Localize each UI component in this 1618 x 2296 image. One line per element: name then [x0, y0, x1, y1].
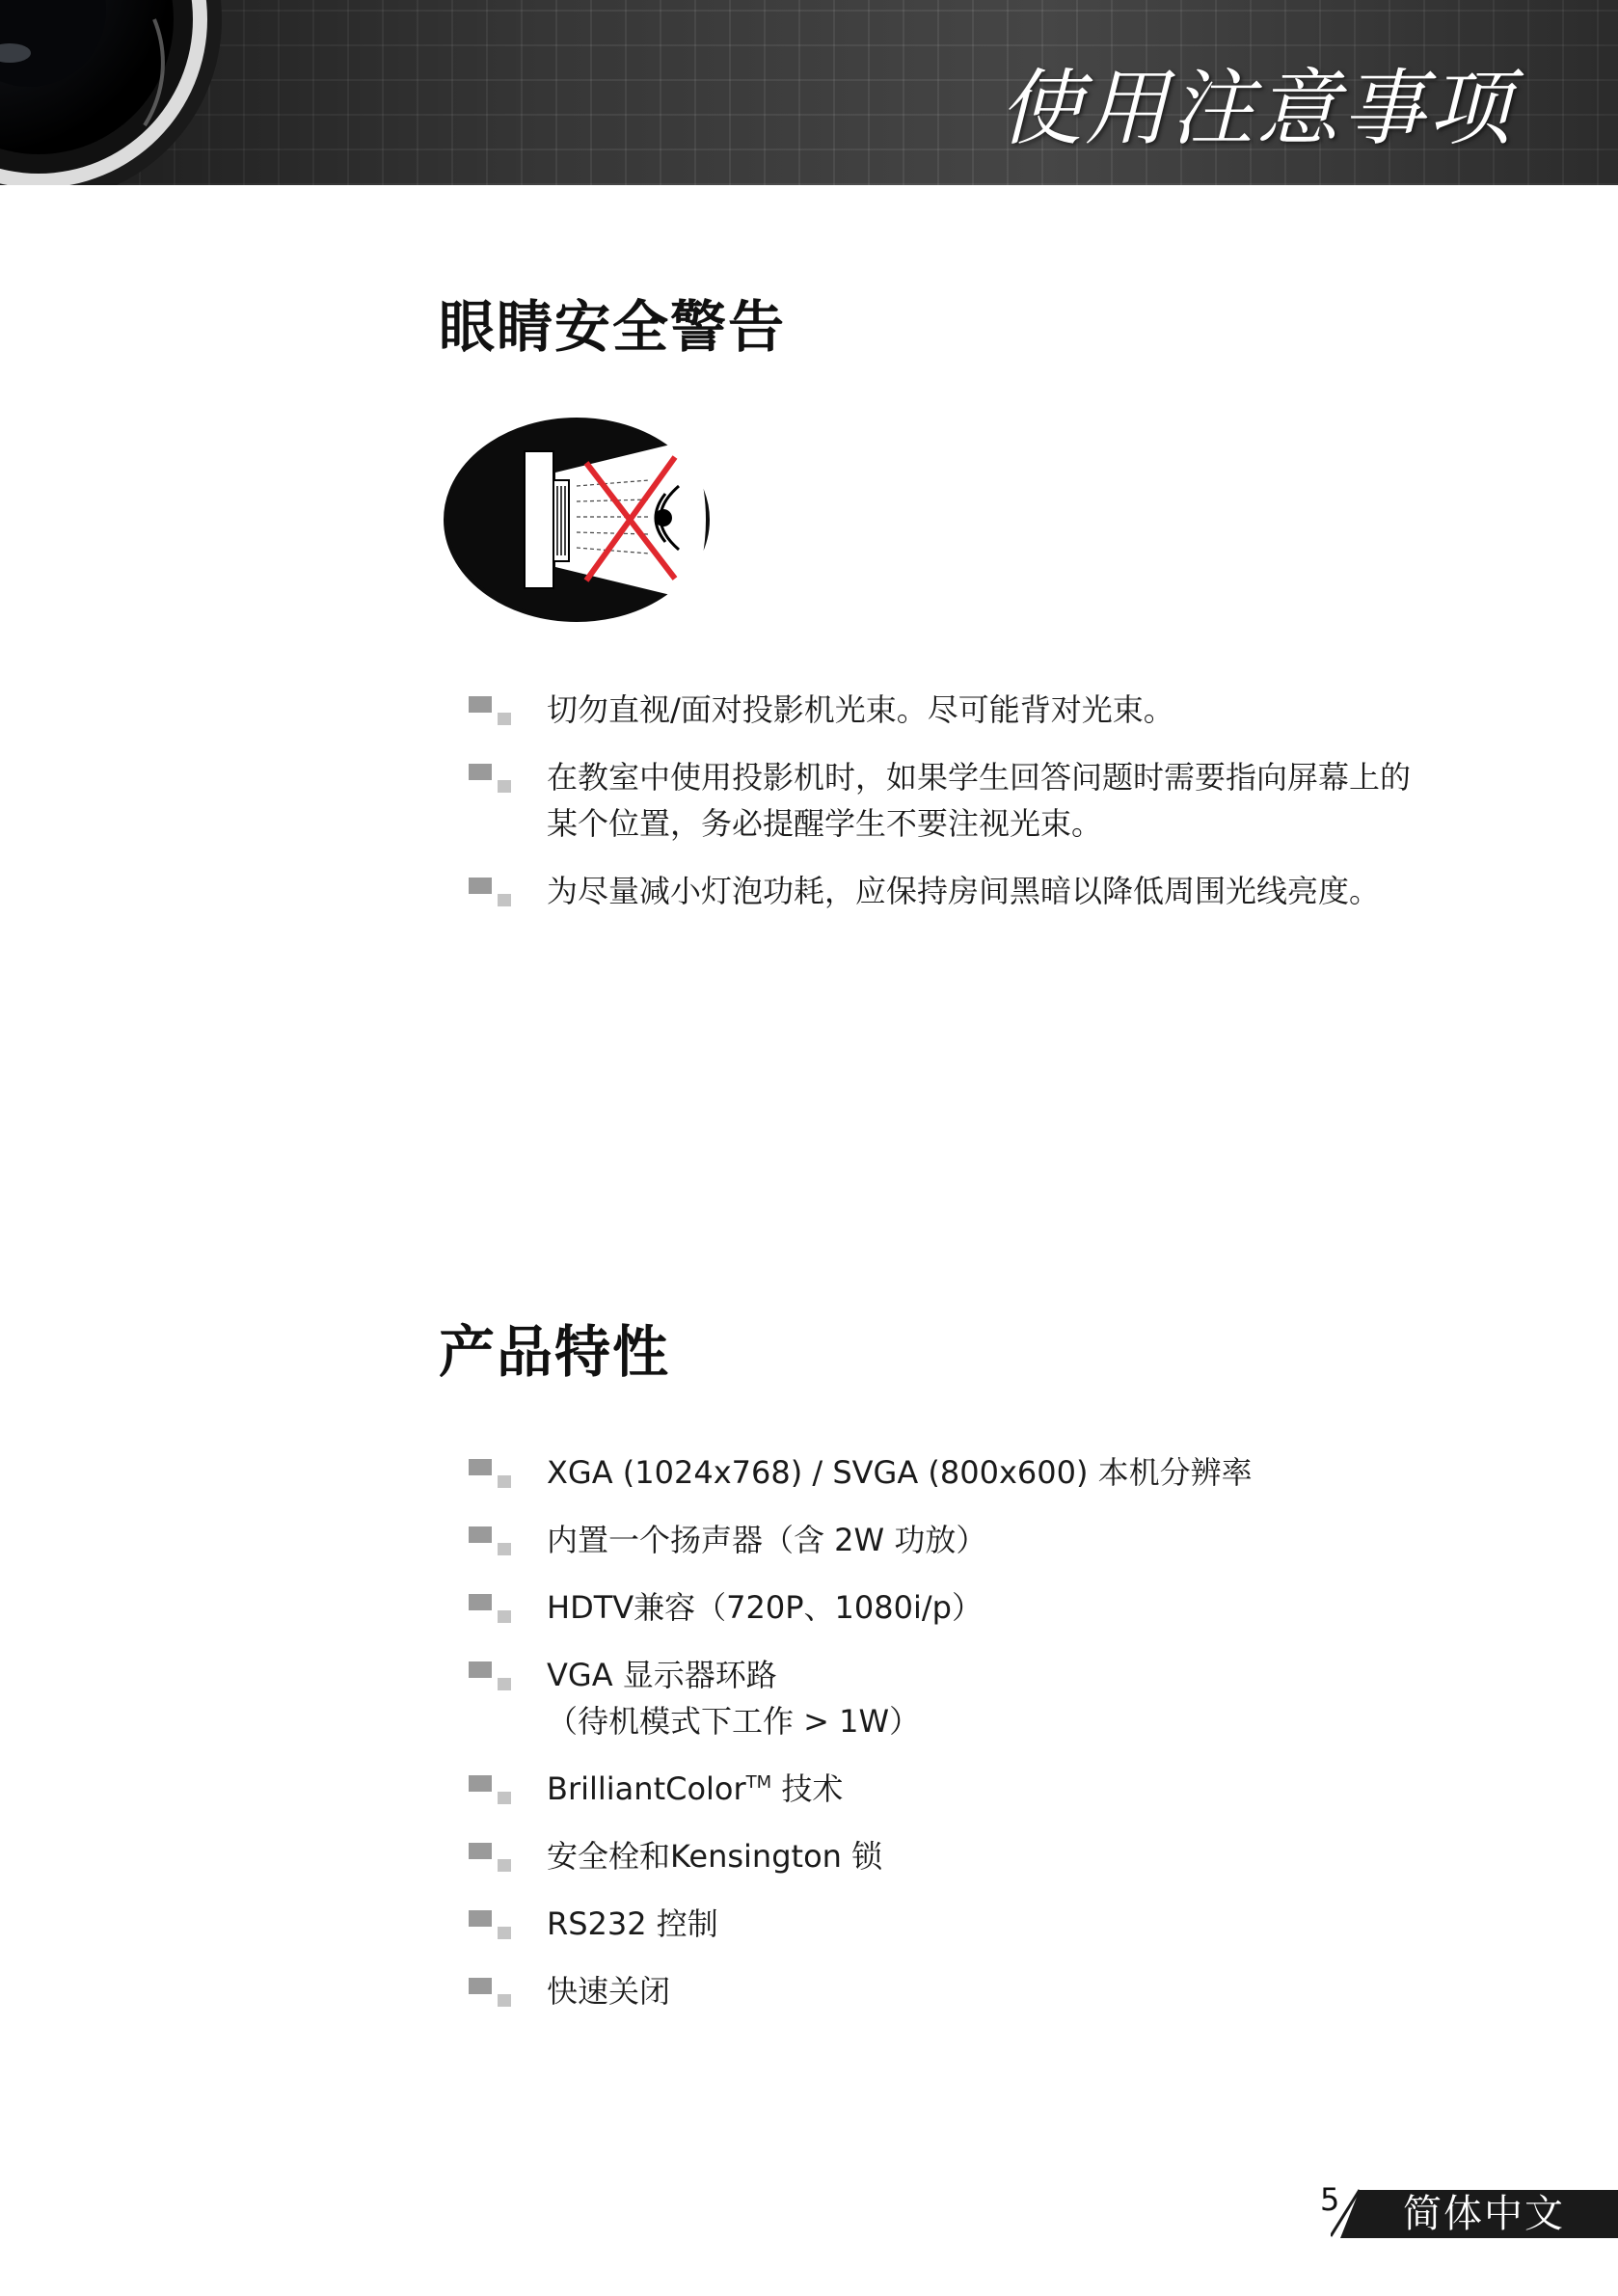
eye-warning-icon: [442, 417, 712, 623]
eye-safety-heading: 眼睛安全警告: [439, 294, 787, 360]
list-item-text-continuation: （待机模式下工作 > 1W）: [547, 1703, 921, 1740]
bullet-square-icon: [469, 1775, 507, 1806]
list-item-text: 安全栓和Kensington 锁: [547, 1838, 883, 1875]
features-list: [0, 1449, 1253, 2036]
bullet-square-icon: [469, 696, 507, 727]
list-item: [0, 1584, 1253, 1631]
list-item: [0, 1968, 1253, 2014]
list-item-text: XGA (1024x768) / SVGA (800x600) 本机分辨率: [547, 1454, 1253, 1491]
list-item: [0, 687, 1411, 733]
list-item-text: 在教室中使用投影机时，如果学生回答问题时需要指向屏幕上的: [547, 759, 1412, 796]
list-item: [0, 1517, 1253, 1563]
list-item: [0, 1766, 1253, 1812]
list-item-text: 为尽量减小灯泡功耗，应保持房间黑暗以降低周围光线亮度。: [547, 873, 1381, 909]
features-heading: 产品特性: [439, 1319, 671, 1385]
page-title: 使用注意事项: [999, 61, 1514, 157]
bullet-square-icon: [469, 1459, 507, 1490]
eye-safety-list: [0, 687, 1411, 935]
list-item-text-continuation: 某个位置，务必提醒学生不要注视光束。: [547, 805, 1103, 842]
list-item: [0, 868, 1411, 914]
list-item-text: [547, 1766, 1253, 1812]
bullet-square-icon: [469, 1910, 507, 1941]
projector-lens-icon: [0, 0, 231, 185]
bullet-square-icon: [469, 1661, 507, 1692]
bullet-square-icon: [469, 878, 507, 908]
page-number: 5: [1320, 2181, 1340, 2218]
list-item-text: 切勿直视/面对投影机光束。尽可能背对光束。: [547, 691, 1174, 728]
header-banner: [0, 0, 1618, 185]
list-item-text: 快速关闭: [547, 1973, 671, 2010]
brilliantcolor-text: BrilliantColor: [547, 1770, 746, 1807]
bullet-square-icon: [469, 1843, 507, 1874]
bullet-square-icon: [469, 1978, 507, 2009]
list-item: [0, 1652, 1253, 1744]
list-item-text: RS232 控制: [547, 1905, 718, 1942]
footer-language-label: 简体中文: [1403, 2192, 1565, 2236]
list-item-text: 内置一个扬声器（含 2W 功放）: [547, 1522, 987, 1558]
brilliantcolor-suffix: 技术: [771, 1770, 844, 1807]
list-item-text: HDTV兼容（720P、1080i/p）: [547, 1589, 983, 1626]
list-item-text: VGA 显示器环路: [547, 1657, 777, 1693]
trademark-superscript: TM: [745, 1772, 772, 1793]
list-item: [0, 1449, 1253, 1496]
list-item: [0, 1833, 1253, 1879]
bullet-square-icon: [469, 764, 507, 795]
list-item: [0, 1901, 1253, 1947]
bullet-square-icon: [469, 1526, 507, 1557]
bullet-square-icon: [469, 1594, 507, 1625]
list-item: [0, 754, 1411, 847]
